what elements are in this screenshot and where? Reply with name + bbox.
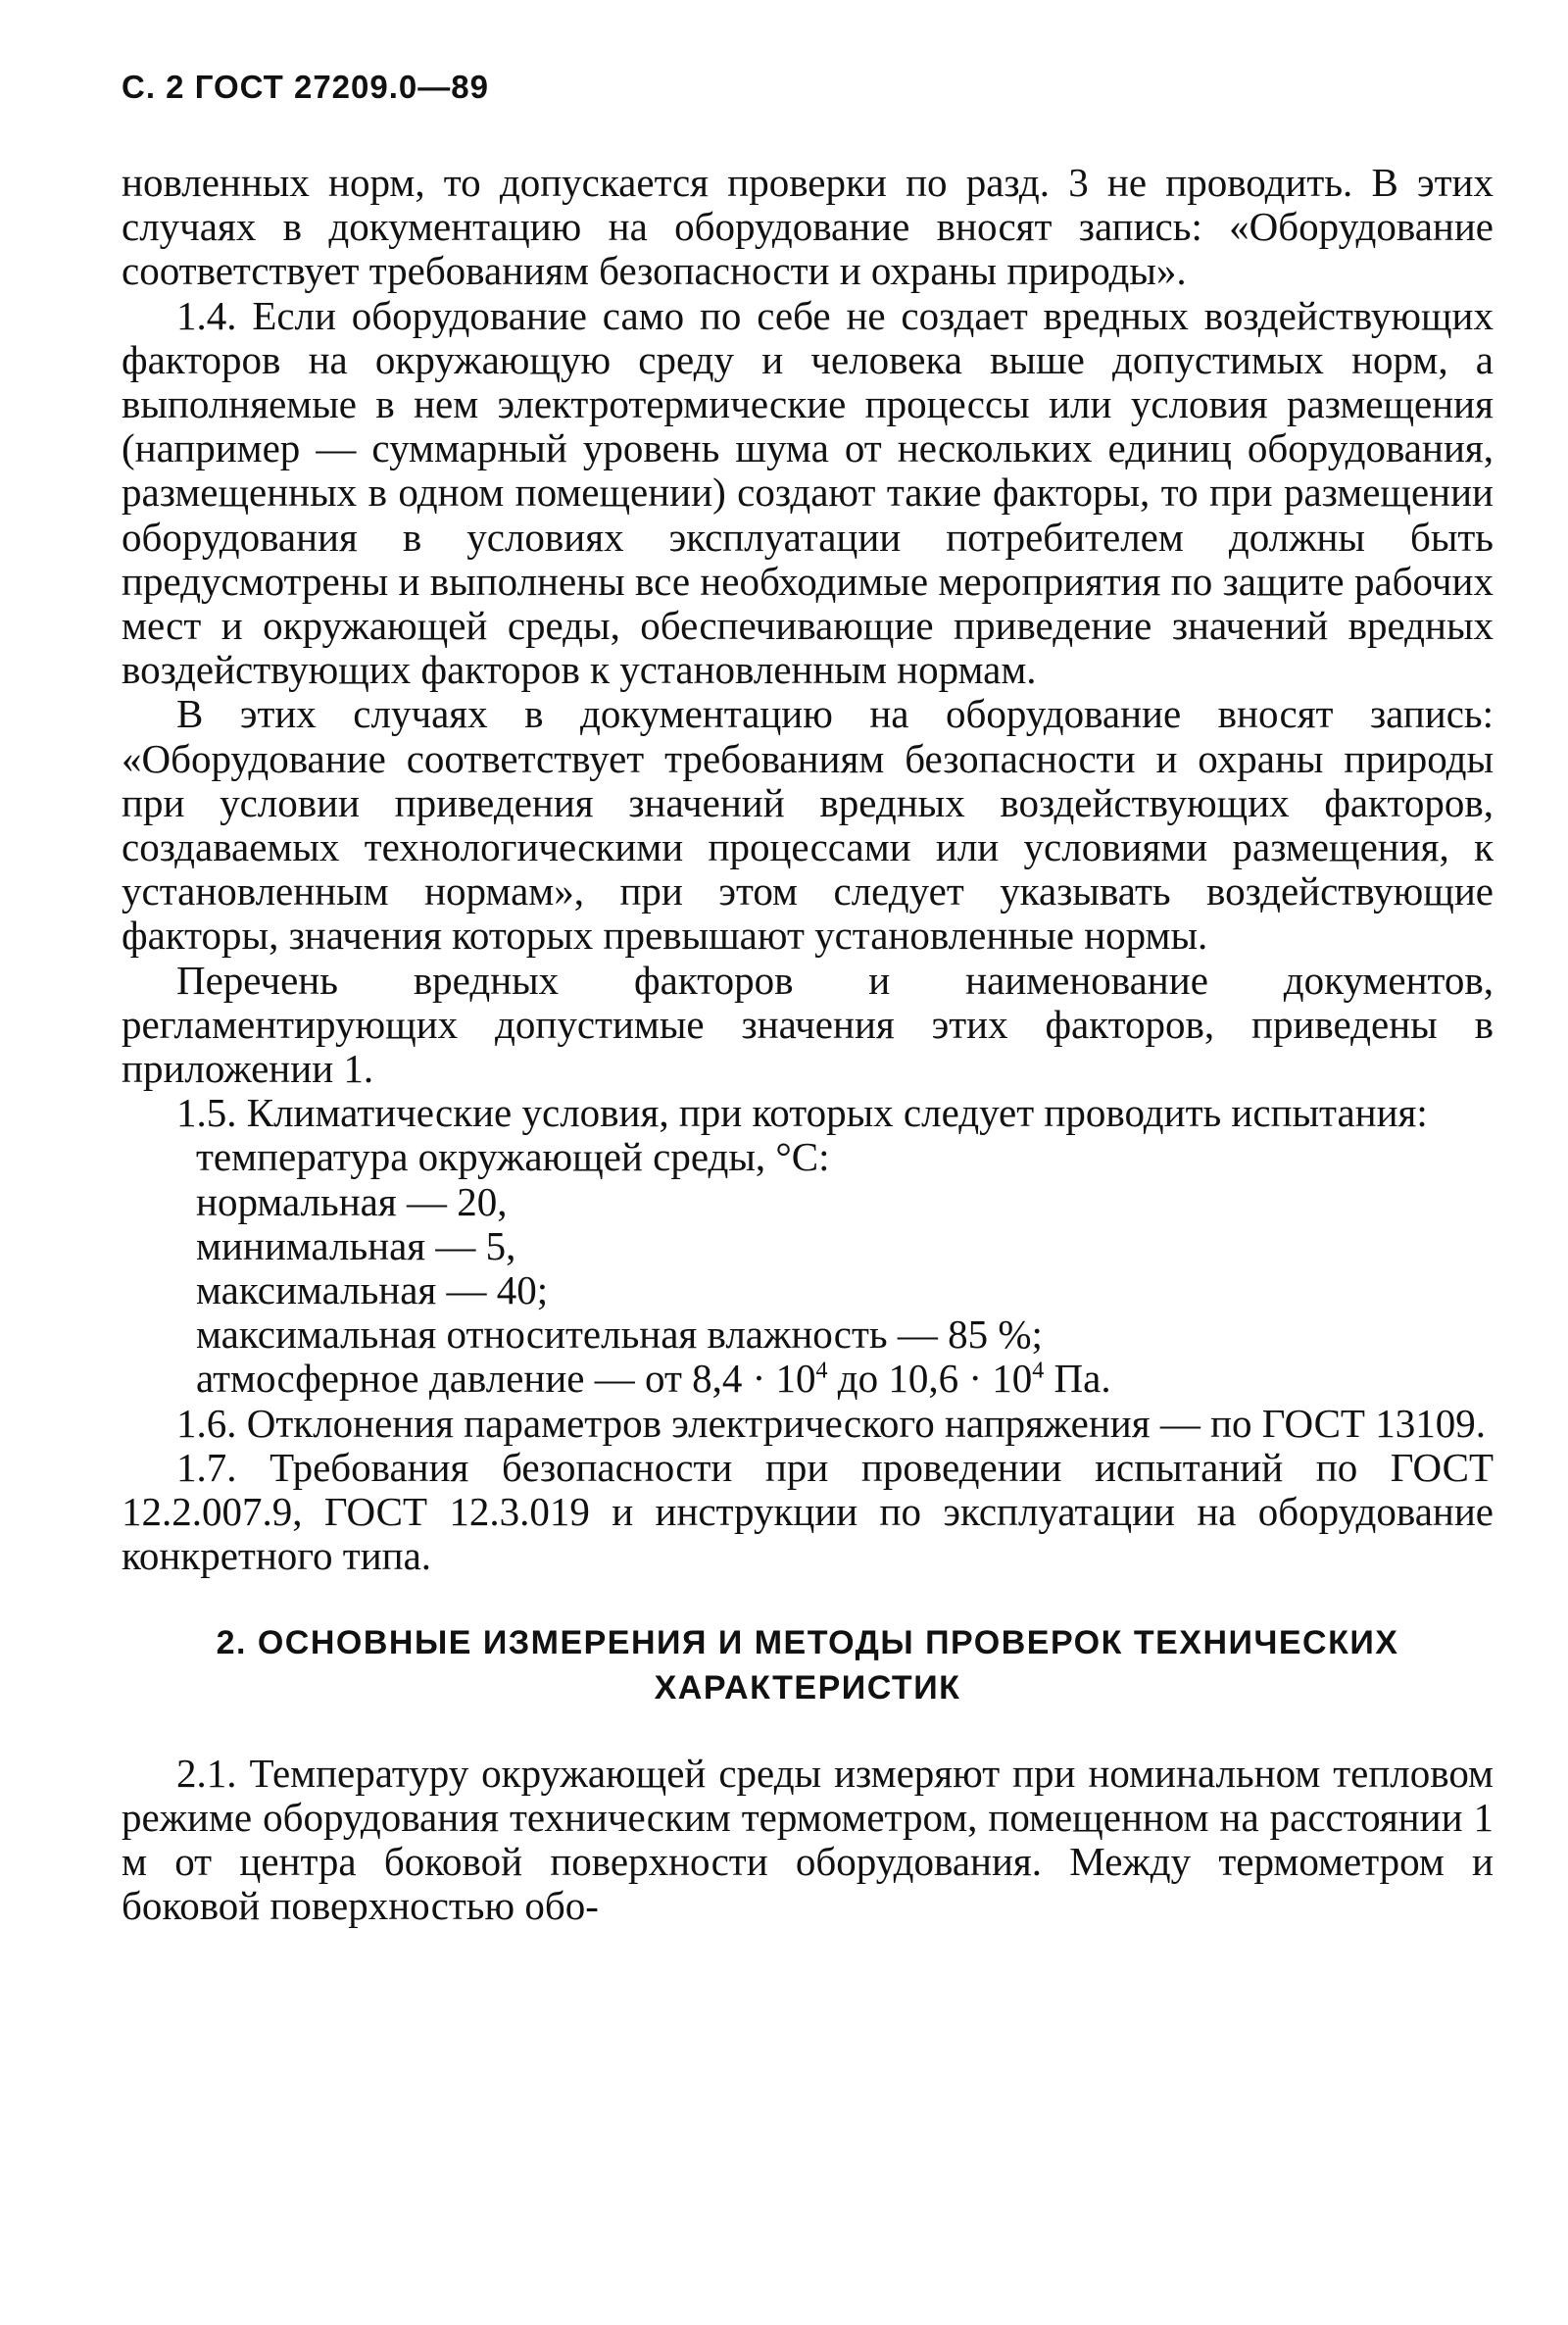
paragraph-1-4: 1.4. Если оборудование само по себе не создает вредных воздействующих факторов на окружающую среду и человека выше допустимых норм, а выполняемые в нем электротермические процессы или условия размещения (например — суммарный уровень шума от нескольких единиц оборудования, размещенных в одном помещении) создают такие факторы, то при размещении оборудования в условиях эксплуатации потребителем должны быть предусмотрены и выполнены все необходимые мероприятия по защите рабочих мест и окружающей среды, обеспечивающие приведение значений вредных воздействующих факторов к установленным нормам. (122, 292, 1494, 693)
pressure-exponent-1: 4 (815, 1358, 828, 1384)
pressure-prefix: атмосферное давление — от 8,4 · 10 (196, 1356, 816, 1402)
condition-pressure (196, 1357, 1494, 1401)
paragraph-2-1: 2.1. Температуру окружающей среды измеряют при номинальном тепловом режиме оборудования техническим термометром, помещенном на расстоянии 1 м от центра боковой поверхности оборудования. Между термометром и боковой поверхностью обо- (122, 1750, 1494, 1929)
paragraph-factors-list: Перечень вредных факторов и наименование документов, регламентирующих допустимые значения этих факторов, приведены в приложении 1. (122, 957, 1494, 1092)
condition-maximum: максимальная — 40; (196, 1267, 549, 1313)
paragraph-1-6: 1.6. Отклонения параметров электрического напряжения — по ГОСТ 13109. (176, 1400, 1486, 1446)
section-2-heading: 2. ОСНОВНЫЕ ИЗМЕРЕНИЯ И МЕТОДЫ ПРОВЕРОК ТЕХНИЧЕСКИХ ХАРАКТЕРИСТИК (216, 1623, 1399, 1707)
climatic-conditions-list (122, 1135, 1494, 1401)
pressure-exponent-2: 4 (1032, 1358, 1045, 1384)
pressure-middle: до 10,6 · 10 (827, 1356, 1033, 1402)
condition-humidity: максимальная относительная влажность — 85 %; (196, 1311, 1043, 1358)
paragraph-1-7: 1.7. Требования безопасности при проведении испытаний по ГОСТ 12.2.007.9, ГОСТ 12.3.019 и инструкции по эксплуатации на оборудование конкретного типа. (122, 1444, 1494, 1579)
paragraph-1-5: 1.5. Климатические условия, при которых следует проводить испытания: (176, 1090, 1428, 1136)
condition-temperature-label: температура окружающей среды, °C: (196, 1134, 830, 1180)
condition-normal: нормальная — 20, (196, 1178, 508, 1224)
running-head: С. 2 ГОСТ 27209.0—89 (122, 69, 489, 105)
document-page (122, 69, 1494, 1928)
body-text (122, 161, 1494, 1579)
paragraph-record: В этих случаях в документацию на оборудование вносят запись: «Оборудование соответствует требованиям безопасности и охраны природы при условии приведения значений вредных воздействующих факторов, создаваемых технологическими процессами или условиями размещения, к установленным нормам», при этом следует указывать воздействующие факторы, значения которых превышают установленные нормы. (122, 691, 1494, 959)
body-text-section-2 (122, 1752, 1494, 1929)
pressure-unit: Па. (1044, 1356, 1111, 1402)
paragraph-continuation: новленных норм, то допускается проверки по разд. 3 не проводить. В этих случаях в документацию на оборудование вносят запись: «Оборудование соответствует требованиям безопасности и охраны природы». (122, 160, 1494, 294)
condition-minimum: минимальная — 5, (196, 1222, 516, 1268)
